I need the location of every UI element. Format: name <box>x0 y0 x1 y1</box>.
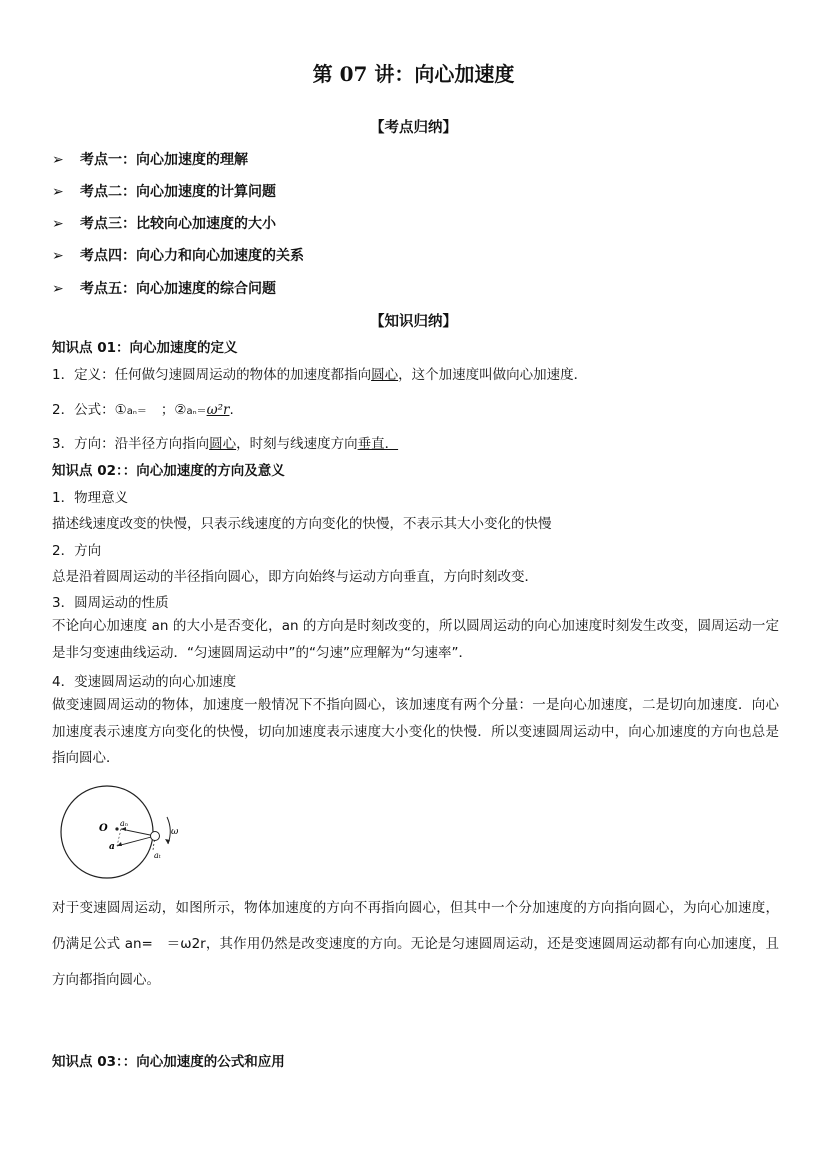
kp02-s2-title: 2．方向 <box>52 543 102 559</box>
circular-motion-figure <box>55 780 195 885</box>
bullet-label: 考点一：向心加速度的理解 <box>80 152 248 168</box>
label-at: aₜ <box>154 851 161 860</box>
bullet-item <box>52 181 276 201</box>
kp01-definition: 1．定义：任何做匀速圆周运动的物体的加速度都指向圆心，这个加速度叫做向心加速度． <box>52 367 588 383</box>
bullet-label: 考点五：向心加速度的综合问题 <box>80 281 276 297</box>
an-arrow <box>121 829 155 836</box>
section-zhishi-heading: 【知识归纳】 <box>370 314 457 330</box>
label-a: a <box>109 842 115 852</box>
kp01-direction: 3．方向：沿半径方向指向圆心，时刻与线速度方向垂直． <box>52 436 399 452</box>
bullet-label: 考点二：向心加速度的计算问题 <box>80 184 276 200</box>
arrow-icon: ➢ <box>52 184 64 200</box>
label-an: aₙ <box>120 819 129 828</box>
kp02-s1-title: 1．物理意义 <box>52 490 129 506</box>
bullet-item <box>52 278 276 298</box>
bullet-item <box>52 245 304 265</box>
kp02-s3-title: 3．圆周运动的性质 <box>52 595 169 611</box>
arrow-icon: ➢ <box>52 248 64 264</box>
bullet-label: 考点三：比较向心加速度的大小 <box>80 216 276 232</box>
kp02-s4-text: 做变速圆周运动的物体，加速度一般情况下不指向圆心，该加速度有两个分量：一是向心加速度，二是切向加速度．向心加速度表示速度方向变化的快慢，切向加速度表示速度大小变化的快慢．所以变速圆周运动中，向心加速度的方向也总是指向圆心． <box>52 697 779 766</box>
label-O: O <box>99 823 108 834</box>
arrow-icon: ➢ <box>52 152 64 168</box>
bullet-item <box>52 213 276 233</box>
page-title: 第 07 讲：向心加速度 <box>312 62 515 86</box>
label-omega: ω <box>171 827 179 837</box>
a-arrow <box>117 836 155 846</box>
kp02-s4-title: 4．变速圆周运动的向心加速度 <box>52 674 237 690</box>
arrow-icon: ➢ <box>52 216 64 232</box>
moving-object <box>151 832 160 841</box>
kp01-formula: 2．公式：①aₙ＝ ；②aₙ＝ω²r. <box>52 402 234 418</box>
section-kaodian-heading: 【考点归纳】 <box>370 120 457 136</box>
kp01-heading: 知识点 01：向心加速度的定义 <box>52 340 238 356</box>
kp02-heading: 知识点 02：：向心加速度的方向及意义 <box>52 463 285 479</box>
arrow-icon: ➢ <box>52 281 64 297</box>
kp02-s1-text: 描述线速度改变的快慢，只表示线速度的方向变化的快慢，不表示其大小变化的快慢 <box>52 516 552 532</box>
kp02-s3-text: 不论向心加速度 an 的大小是否变化，an 的方向是时刻改变的，所以圆周运动的向心加速度时刻发生改变，圆周运动一定是非匀变速曲线运动．“匀速圆周运动中”的“匀速”应理解为“匀速率”． <box>52 618 779 661</box>
bullet-label: 考点四：向心力和向心加速度的关系 <box>80 248 304 264</box>
center-point <box>115 827 118 830</box>
bullet-item <box>52 149 248 169</box>
kp03-heading: 知识点 03：：向心加速度的公式和应用 <box>52 1054 285 1070</box>
kp02-s2-text: 总是沿着圆周运动的半径指向圆心，即方向始终与运动方向垂直，方向时刻改变． <box>52 569 538 585</box>
after-figure-paragraph: 对于变速圆周运动，如图所示，物体加速度的方向不再指向圆心，但其中一个分加速度的方向指向圆心，为向心加速度，仍满足公式 an= ＝ω2r，其作用仍然是改变速度的方向。无论是匀速圆周运动，还是变速圆周运动都有向心加速度，且方向都指向圆心。 <box>52 900 779 988</box>
